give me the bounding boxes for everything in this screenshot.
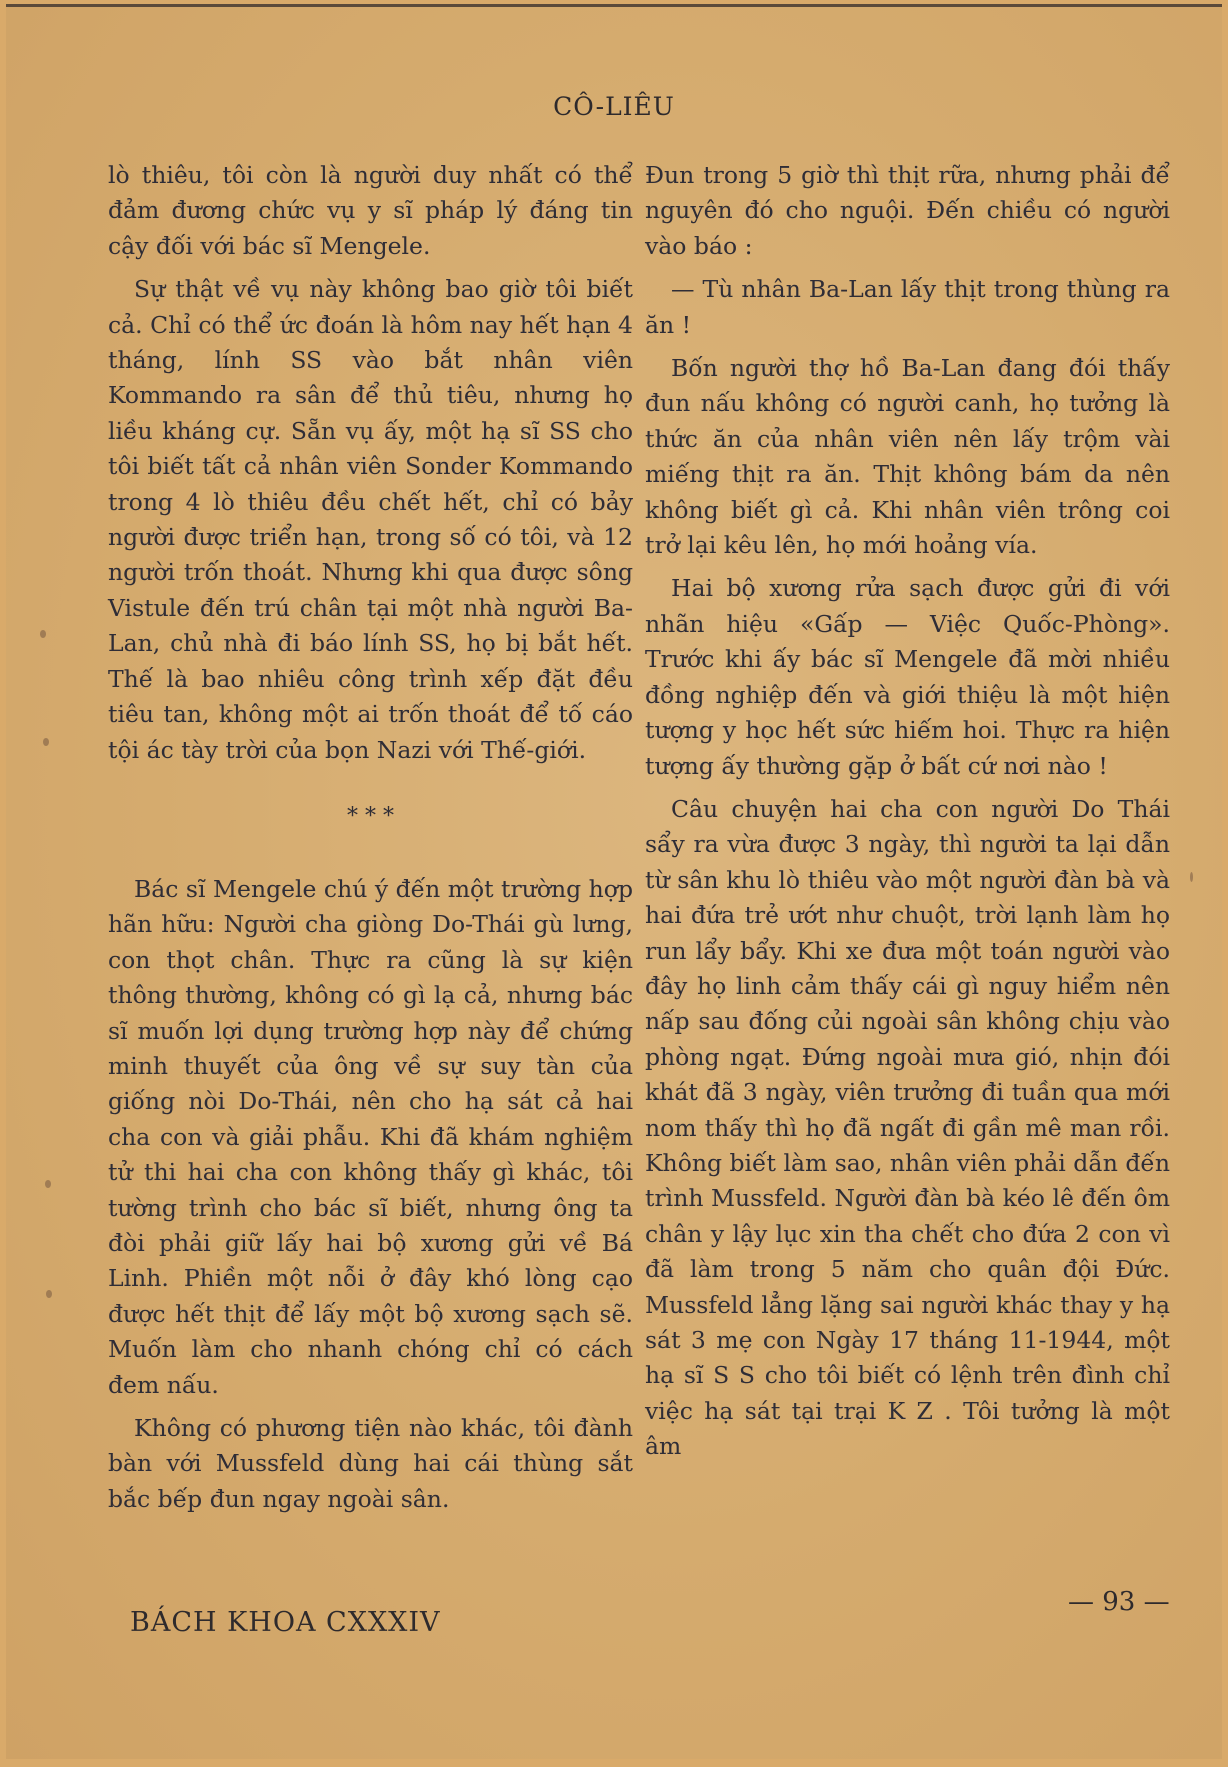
paper-speck <box>45 1180 51 1188</box>
paragraph: Đun trong 5 giờ thì thịt rữa, nhưng phải để nguyên đó cho nguội. Đến chiều có người vào báo : <box>645 161 1170 260</box>
section-break-asterism: * * * <box>347 803 394 829</box>
running-head: CÔ-LIÊU <box>553 92 675 121</box>
paper-speck <box>43 738 49 746</box>
right-column <box>645 158 1170 1473</box>
paragraph: Bác sĩ Mengele chú ý đến một trường hợp hãn hữu: Người cha giòng Do-Thái gù lưng, con thọt chân. Thực ra cũng là sự kiện thông thường, không có gì lạ cả, nhưng bác sĩ muốn lợi dụng trường hợp này để chứng minh thuyết của ông về sự suy tàn của giống nòi Do-Thái, nên cho hạ sát cả hai cha con và giải phẫu. Khi đã khám nghiệm tử thi hai cha con không thấy gì khác, tôi tường trình cho bác sĩ biết, nhưng ông ta đòi phải giữ lấy hai bộ xương gửi về Bá Linh. Phiền một nỗi ở đây khó lòng cạo được hết thịt để lấy một bộ xương sạch sẽ. Muốn làm cho nhanh chóng chỉ có cách đem nấu. <box>108 874 633 1399</box>
paper-speck <box>46 1290 52 1298</box>
publication-footer: BÁCH KHOA CXXXIV <box>130 1607 441 1638</box>
paragraph: lò thiêu, tôi còn là người duy nhất có thể đảm đương chức vụ y sĩ pháp lý đáng tin cậy đối với bác sĩ Mengele. <box>108 161 633 260</box>
paragraph: Bốn người thợ hồ Ba-Lan đang đói thấy đun nấu không có người canh, họ tưởng là thức ăn của nhân viên nên lấy trộm vài miếng thịt ra ăn. Thịt không bám da nên không biết gì cả. Khi nhân viên trông coi trở lại kêu lên, họ mới hoảng vía. <box>645 354 1170 560</box>
paragraph: — Tù nhân Ba-Lan lấy thịt trong thùng ra ăn ! <box>645 275 1170 339</box>
paragraph: Hai bộ xương rửa sạch được gửi đi với nhãn hiệu «Gấp — Việc Quốc-Phòng». Trước khi ấy bác sĩ Mengele đã mời nhiều đồng nghiệp đến và giới thiệu là một hiện tượng y học hết sức hiếm hoi. Thực ra hiện tượng ấy thường gặp ở bất cứ nơi nào ! <box>645 574 1170 780</box>
paper-speck <box>1190 872 1193 882</box>
paragraph: Không có phương tiện nào khác, tôi đành bàn với Mussfeld dùng hai cái thùng sắt bắc bếp đun ngay ngoài sân. <box>108 1414 633 1513</box>
paragraph: Câu chuyện hai cha con người Do Thái sẩy ra vừa được 3 ngày, thì người ta lại dẫn từ sân khu lò thiêu vào một người đàn bà và hai đứa trẻ ướt như chuột, trời lạnh làm họ run lẩy bẩy. Khi xe đưa một toán người vào đây họ linh cảm thấy cái gì nguy hiểm nên nấp sau đống củi ngoài sân không chịu vào phòng ngạt. Đứng ngoài mưa gió, nhịn đói khát đã 3 ngày, viên trưởng đi tuần qua mới nom thấy thì họ đã ngất đi gần mê man rồi. Không biết làm sao, nhân viên phải dẫn đến trình Mussfeld. Người đàn bà kéo lê đến ôm chân y lậy lục xin tha chết cho đứa 2 con vì đã làm trong 5 năm cho quân đội Đức. Mussfeld lẳng lặng sai người khác thay y hạ sát 3 mẹ con Ngày 17 tháng 11-1944, một hạ sĩ S S cho tôi biết có lệnh trên đình chỉ việc hạ sát tại trại K Z . Tôi tưởng là một âm <box>645 794 1170 1461</box>
paper-speck <box>40 630 46 638</box>
left-column <box>108 158 633 1525</box>
paragraph: Sự thật về vụ này không bao giờ tôi biết cả. Chỉ có thể ức đoán là hôm nay hết hạn 4 tháng, lính SS vào bắt nhân viên Kommando ra sân để thủ tiêu, nhưng họ liều kháng cự. Sẵn vụ ấy, một hạ sĩ SS cho tôi biết tất cả nhân viên Sonder Kommando trong 4 lò thiêu đều chết hết, chỉ có bảy người được triển hạn, trong số có tôi, và 12 người trốn thoát. Nhưng khi qua được sông Vistule đến trú chân tại một nhà người Ba-Lan, chủ nhà đi báo lính SS, họ bị bắt hết. Thế là bao nhiêu công trình xếp đặt đều tiêu tan, không một ai trốn thoát để tố cáo tội ác tày trời của bọn Nazi với Thế-giới. <box>108 275 633 764</box>
page-number: — 93 — <box>1068 1587 1170 1617</box>
